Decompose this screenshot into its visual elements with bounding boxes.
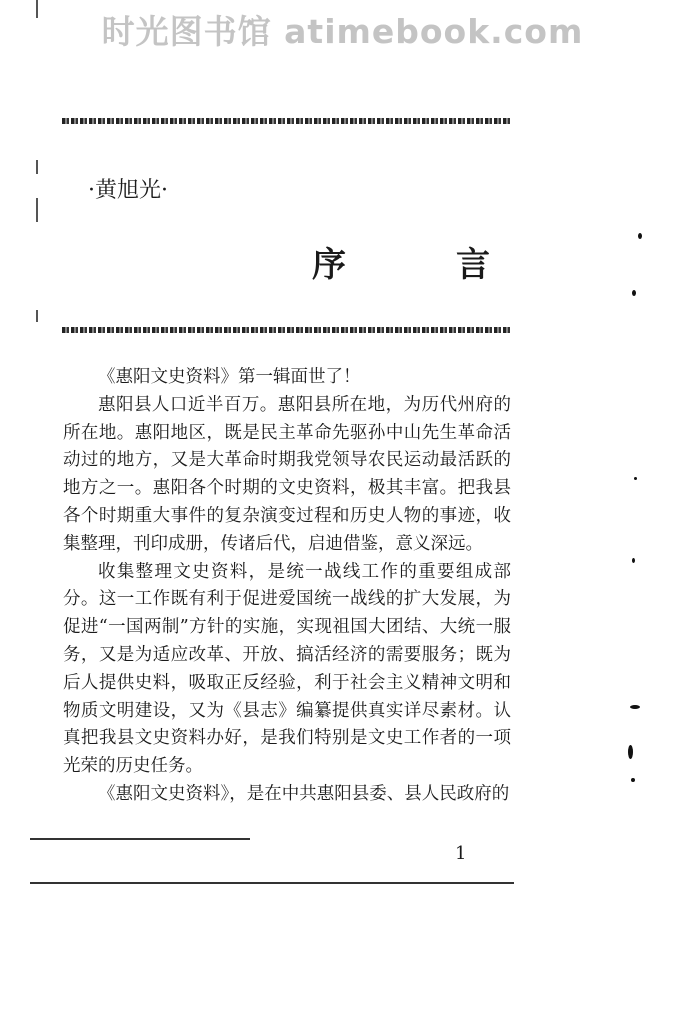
paragraph: 收集整理文史资料，是统一战线工作的重要组成部分。这一工作既有利于促进爱国统一战线的扩大发展，为促进“一国两制”方针的实施，实现祖国大团结、大统一服务，又是为适应改革、开放、搞活经济的需要服务；既为后人提供史料，吸取正反经验，利于社会主义精神文明和物质文明建设，又为《县志》编纂提供真实详尽素材。认真把我县文史资料办好，是我们特别是文史工作者的一项光荣的历史任务。 (63, 561, 511, 777)
footer-rule (30, 882, 514, 884)
scan-speck (638, 233, 642, 239)
footer-rule (30, 838, 250, 840)
body-text (63, 364, 511, 809)
left-border-mark (36, 310, 38, 322)
paragraph: 《惠阳文史资料》第一辑面世了！ (98, 367, 361, 387)
left-border-mark (36, 198, 38, 222)
left-border-mark (36, 160, 38, 174)
scan-speck (630, 705, 640, 709)
scan-speck (628, 745, 633, 759)
watermark-text: 时光图书馆 atimebook.com (101, 12, 584, 51)
scan-speck (631, 778, 635, 782)
left-border-mark (36, 0, 38, 18)
scan-speck (634, 477, 637, 480)
author-name: ·黄旭光· (88, 178, 168, 203)
page-title: 序 言 (312, 245, 528, 285)
scan-speck (632, 290, 636, 296)
paragraph: 惠阳县人口近半百万。惠阳县所在地，为历代州府的所在地。惠阳地区，既是民主革命先驱孙中山先生革命活动过的地方，又是大革命时期我党领导农民运动最活跃的地方之一。惠阳各个时期的文史资料，极其丰富。把我县各个时期重大事件的复杂演变过程和历史人物的事迹，收集整理，刊印成册，传诸后代，启迪借鉴，意义深远。 (63, 394, 511, 554)
top-ornamental-divider (62, 118, 510, 124)
paragraph: 《惠阳文史资料》，是在中共惠阳县委、县人民政府的 (98, 783, 510, 804)
scan-speck (632, 558, 635, 563)
bottom-ornamental-divider (62, 327, 510, 333)
page-number: 1 (455, 843, 467, 864)
